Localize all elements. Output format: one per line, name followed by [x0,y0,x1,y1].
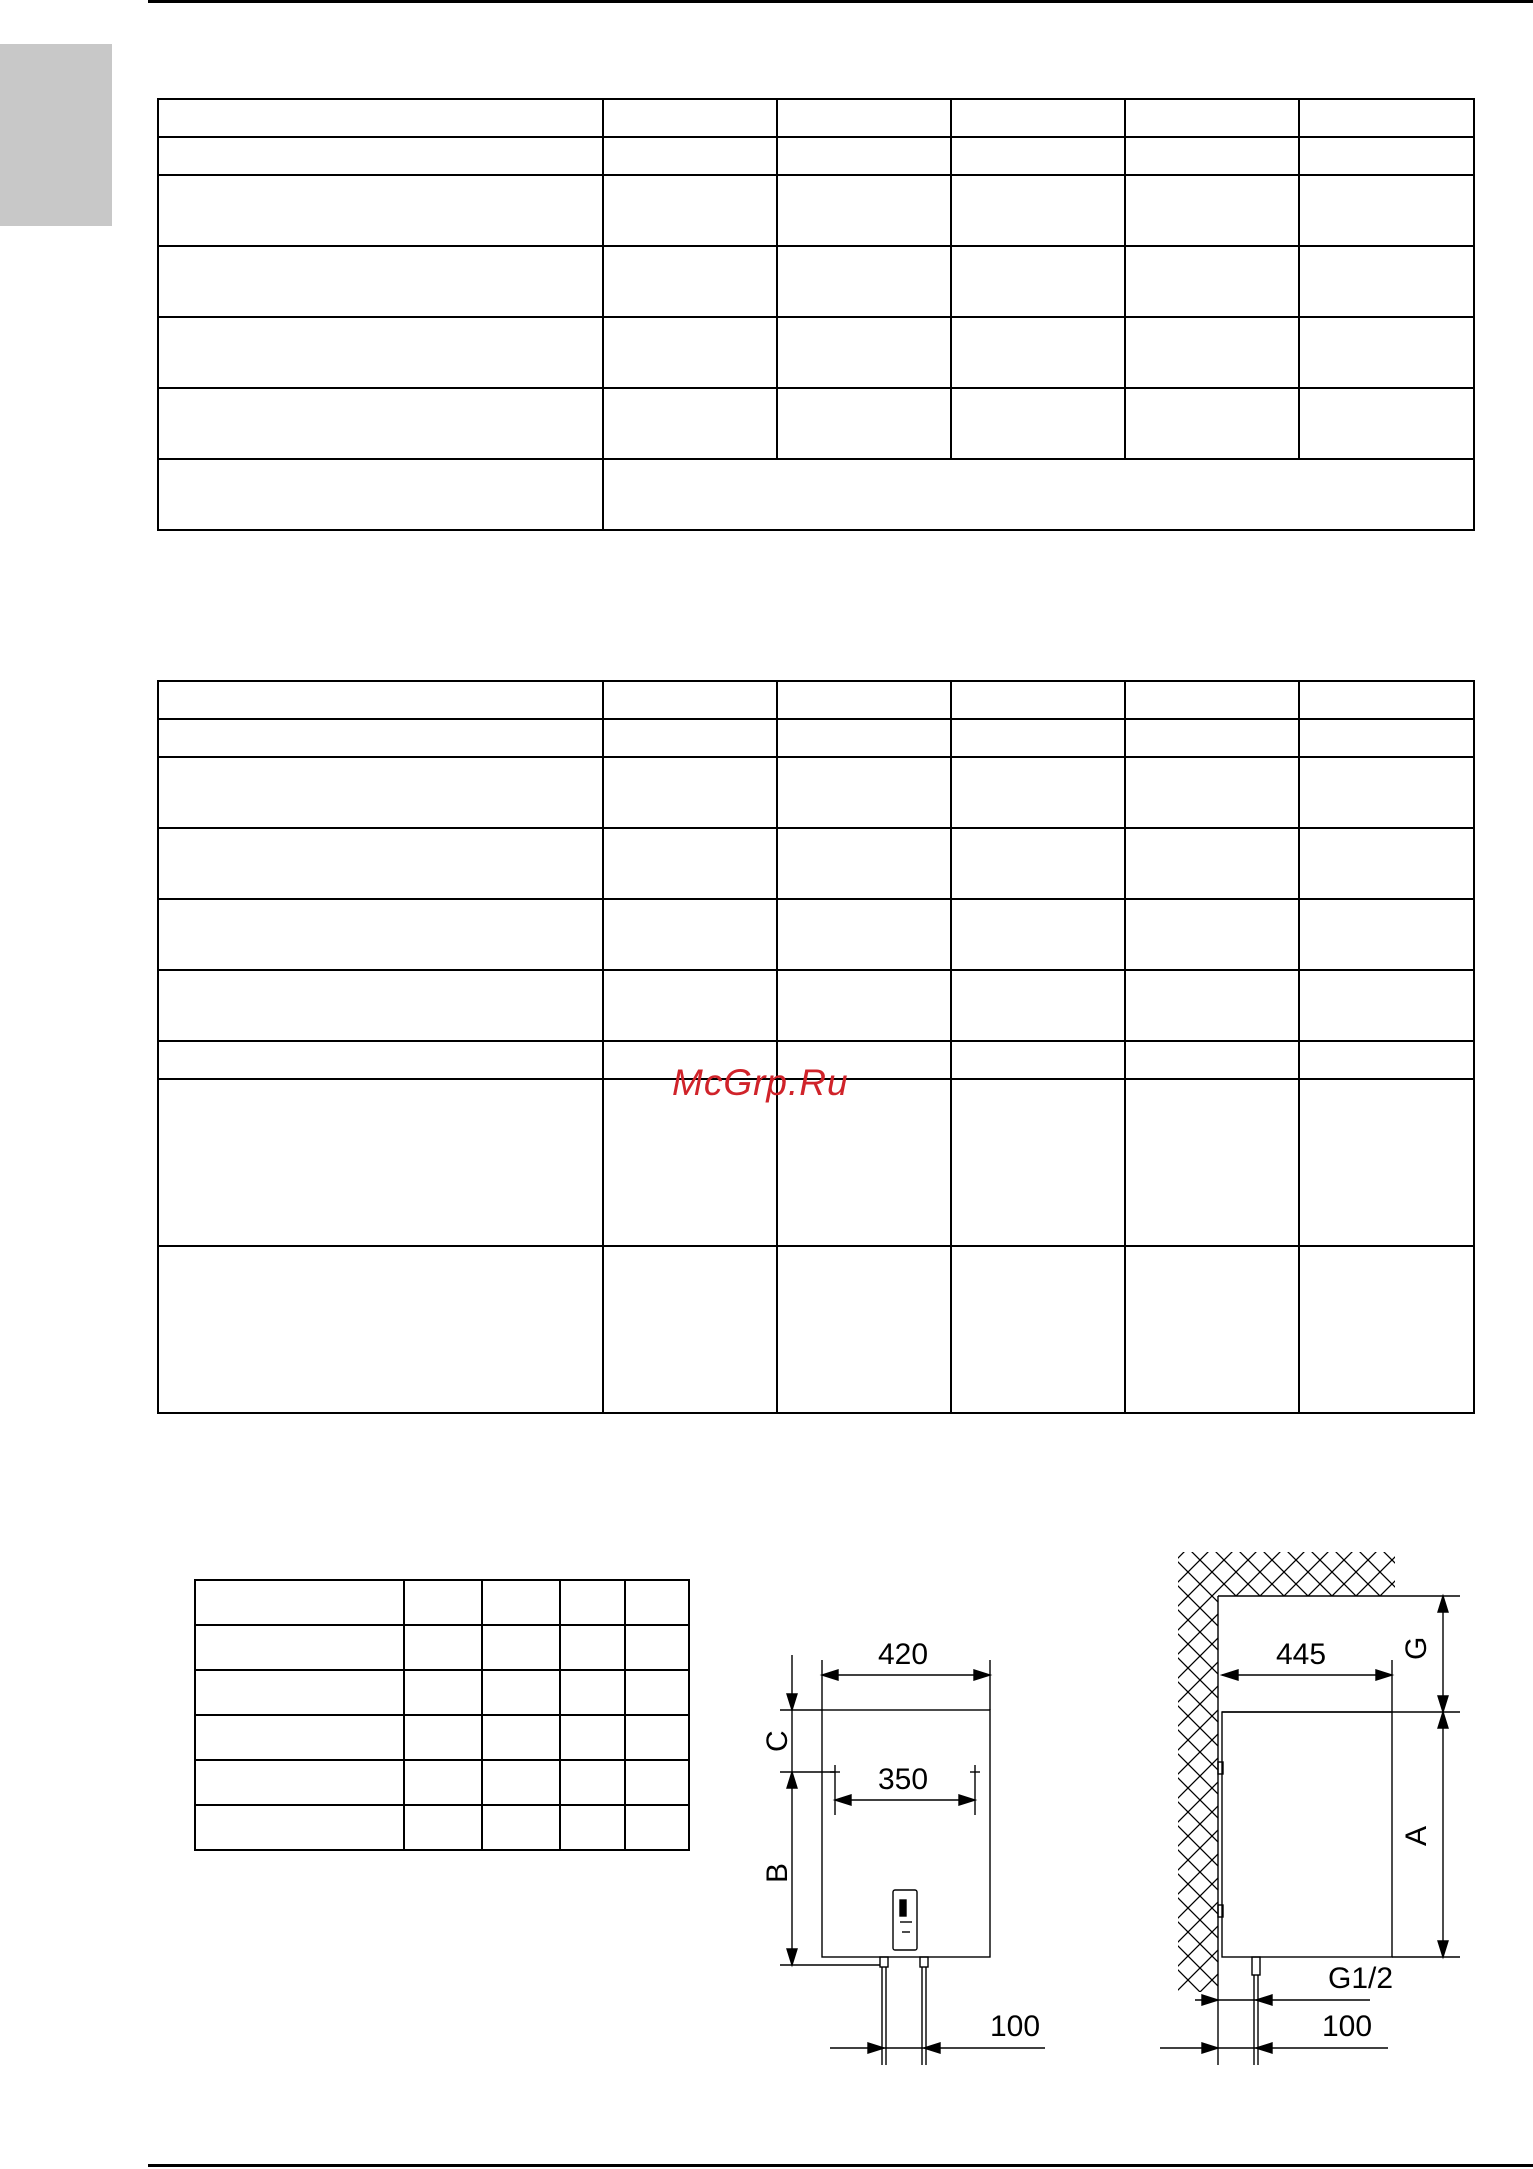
heater-body-front [822,1710,990,1957]
dim-c-label: C [761,1730,794,1752]
side-view-drawing [1160,1552,1460,2065]
front-view-drawing [780,1655,1045,2065]
depth-label: 445 [1276,1638,1327,1671]
heater-body-side [1222,1712,1392,1957]
spacing-label: 350 [878,1763,929,1796]
watermark: McGrp.Ru [672,1062,849,1103]
wall-hatch [1178,1552,1395,1992]
width-label: 420 [878,1638,929,1671]
front-view-labels [761,1638,1040,2043]
dim-a-label: A [1400,1825,1433,1846]
offset-label-side: 100 [1322,2010,1373,2043]
dim-b-label: B [761,1862,794,1883]
side-view-labels [1276,1637,1433,2043]
offset-label-front: 100 [990,2010,1041,2043]
thread-label: G1/2 [1328,1962,1394,1995]
dim-g-label: G [1400,1636,1433,1660]
bottom-rule [148,2164,1533,2167]
